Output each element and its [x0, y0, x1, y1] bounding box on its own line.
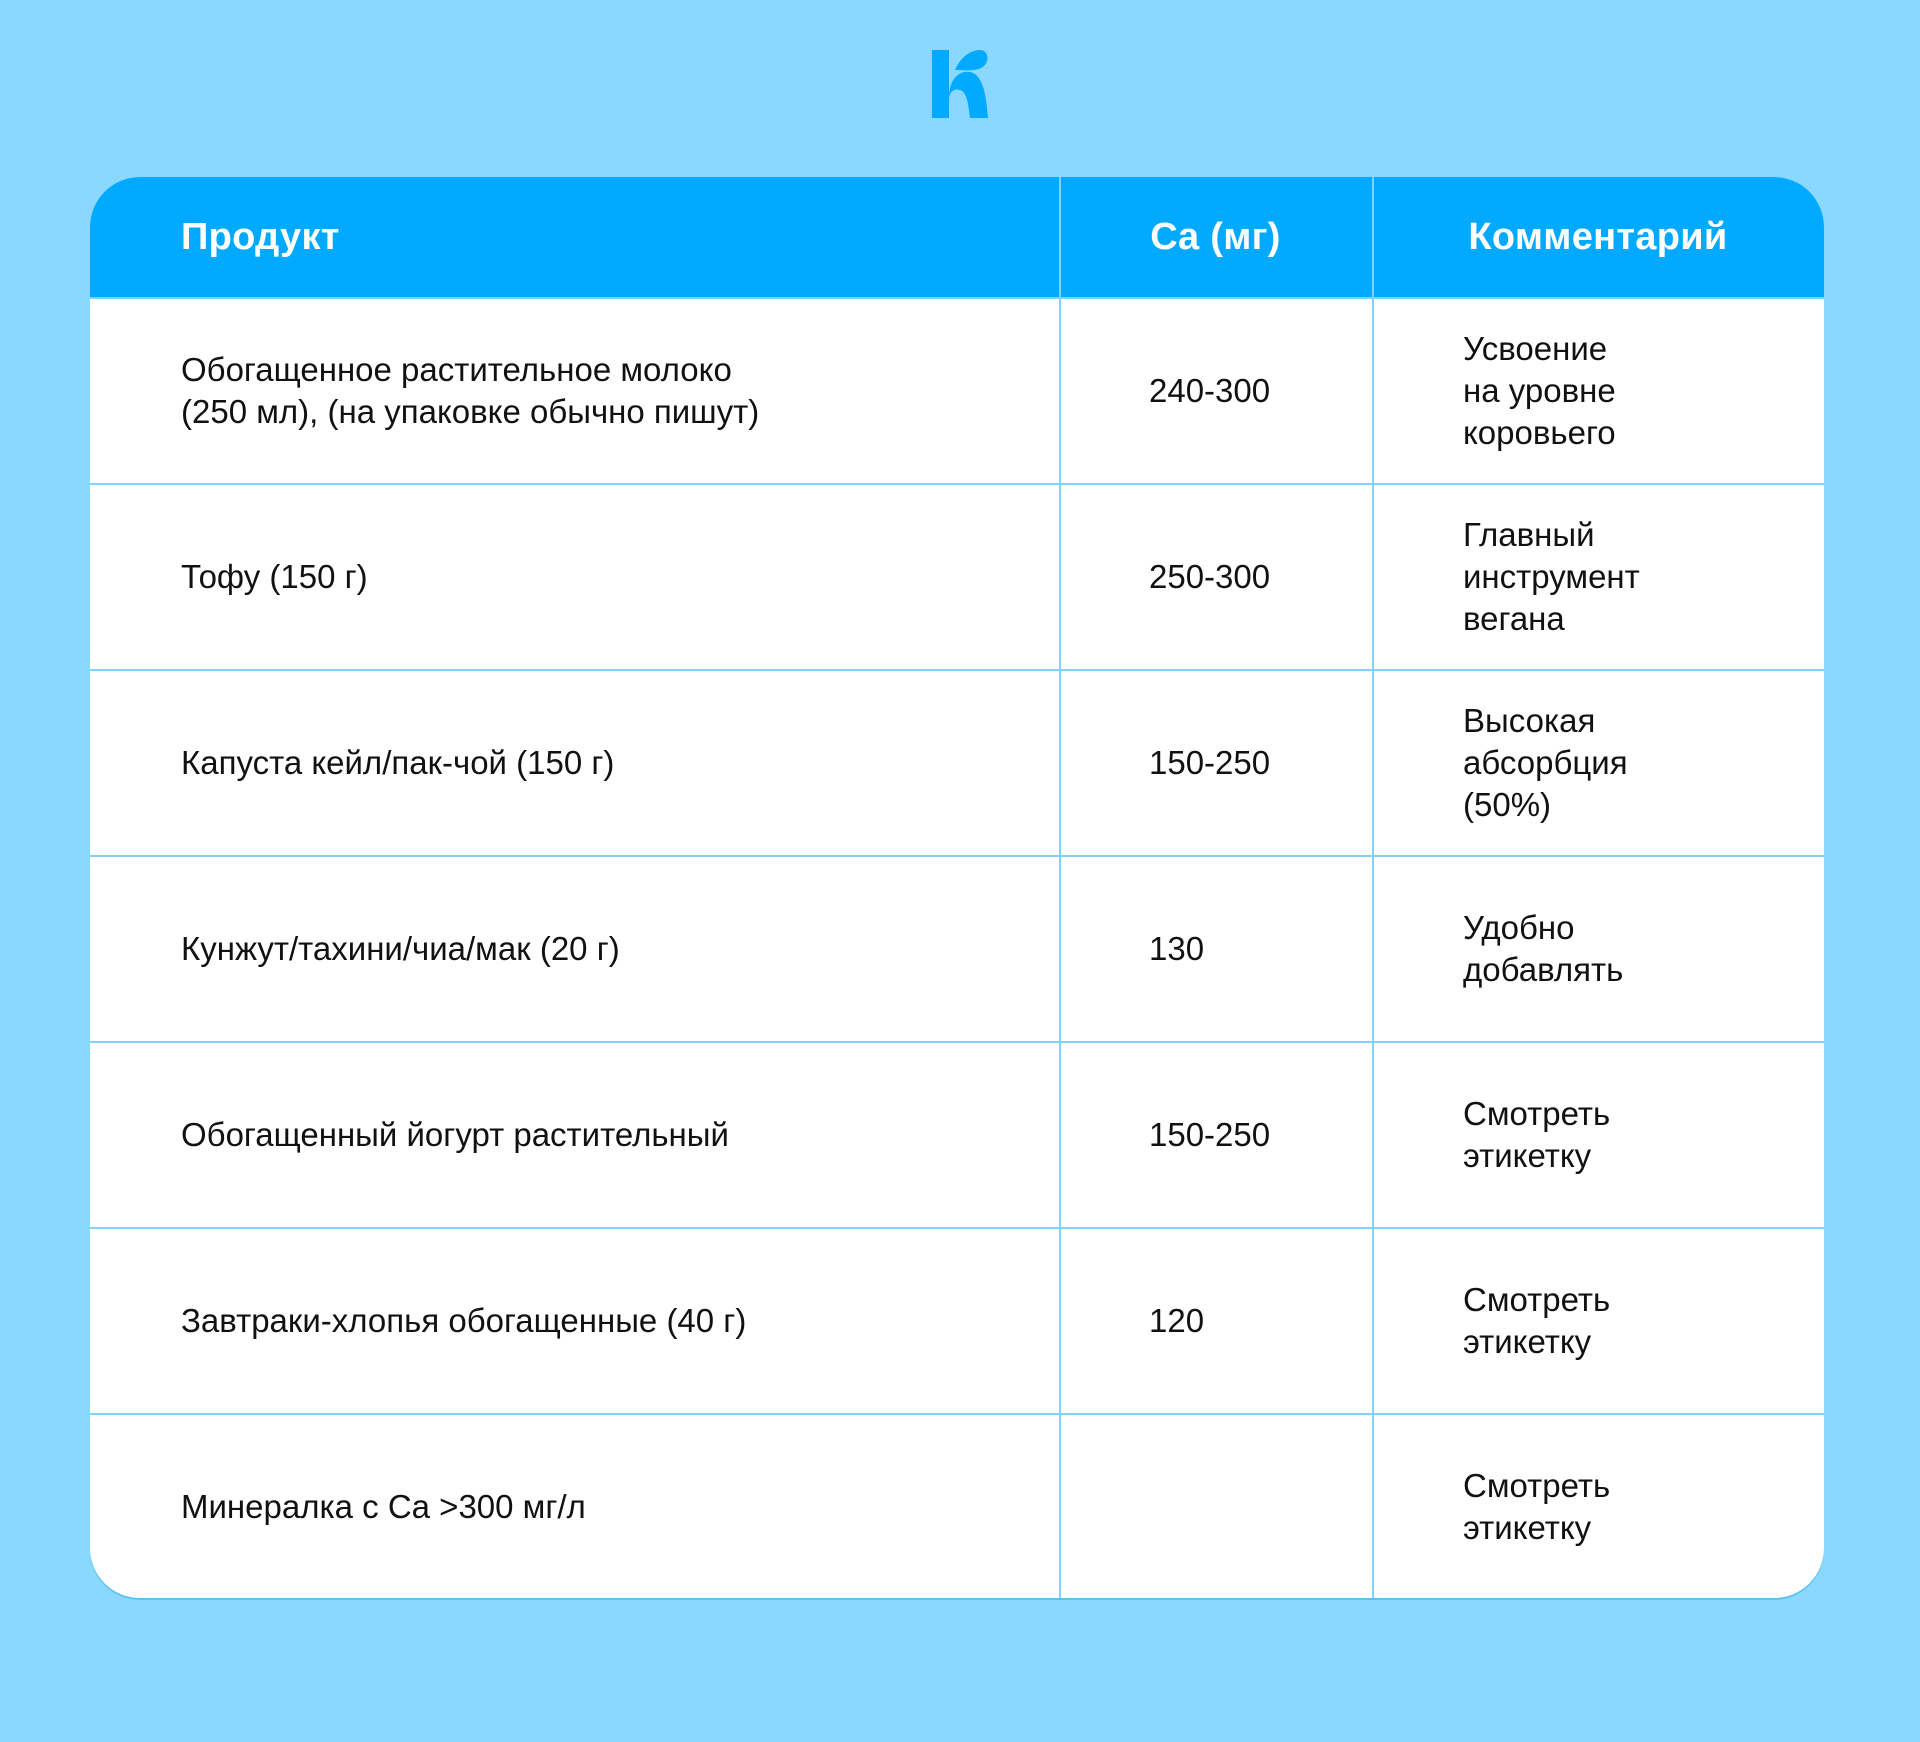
product-cell-text: Тофу (150 г): [181, 558, 368, 595]
ca-cell: [1149, 857, 1349, 1041]
table-row: [90, 669, 1824, 855]
comment-cell: [1463, 1415, 1803, 1598]
header-ca: Ca (мг): [1150, 215, 1281, 258]
table-row: [90, 483, 1824, 669]
comment-cell-text: Высокая абсорбция (50%): [1463, 702, 1628, 823]
column-divider: [1372, 177, 1374, 1598]
product-cell-text: Минералка с Ca >300 мг/л: [181, 1488, 586, 1525]
ca-cell: [1149, 485, 1349, 669]
header-product: Продукт: [181, 215, 340, 258]
table-header: [90, 177, 1824, 297]
product-cell-text: Кунжут/тахини/чиа/мак (20 г): [181, 930, 620, 967]
ca-cell-text: 130: [1149, 930, 1205, 967]
product-cell-text: Обогащенный йогурт растительный: [181, 1116, 729, 1153]
comment-cell-text: Смотреть этикетку: [1463, 1467, 1611, 1546]
ca-cell-text: 150-250: [1149, 744, 1271, 781]
product-cell: [181, 1415, 1021, 1598]
k-logo-icon: [930, 48, 990, 120]
table-row: [90, 1041, 1824, 1227]
product-cell: [181, 1229, 1021, 1413]
ca-cell-text: 250-300: [1149, 558, 1271, 595]
product-cell: [181, 485, 1021, 669]
product-cell: [181, 671, 1021, 855]
product-cell: [181, 857, 1021, 1041]
comment-cell: [1463, 485, 1803, 669]
product-cell: [181, 1043, 1021, 1227]
table-row: [90, 1227, 1824, 1413]
ca-cell: [1149, 299, 1349, 483]
column-divider: [1059, 177, 1061, 1598]
table-row: [90, 1413, 1824, 1598]
table-row: [90, 297, 1824, 483]
comment-cell-text: Усвоение на уровне коровьего: [1463, 330, 1616, 451]
product-cell-text: Завтраки-хлопья обогащенные (40 г): [181, 1302, 747, 1339]
comment-cell-text: Главный инструмент вегана: [1463, 516, 1640, 637]
ca-cell: [1149, 1043, 1349, 1227]
ca-cell: [1149, 671, 1349, 855]
ca-cell: [1149, 1229, 1349, 1413]
ca-cell-text: 240-300: [1149, 372, 1271, 409]
comment-cell-text: Удобно добавлять: [1463, 909, 1624, 988]
ca-cell: [1149, 1415, 1349, 1598]
comment-cell: [1463, 299, 1803, 483]
ca-cell-text: 120: [1149, 1302, 1205, 1339]
header-comment: Комментарий: [1468, 215, 1728, 258]
calcium-table: [90, 177, 1824, 1598]
table-row: [90, 855, 1824, 1041]
comment-cell: [1463, 1043, 1803, 1227]
product-cell: [181, 299, 1021, 483]
comment-cell: [1463, 857, 1803, 1041]
product-cell-text: Капуста кейл/пак-чой (150 г): [181, 744, 615, 781]
comment-cell: [1463, 671, 1803, 855]
comment-cell-text: Смотреть этикетку: [1463, 1095, 1611, 1174]
product-cell-text: Обогащенное растительное молоко (250 мл), (на упаковке обычно пишут): [181, 351, 760, 430]
comment-cell-text: Смотреть этикетку: [1463, 1281, 1611, 1360]
comment-cell: [1463, 1229, 1803, 1413]
ca-cell-text: 150-250: [1149, 1116, 1271, 1153]
